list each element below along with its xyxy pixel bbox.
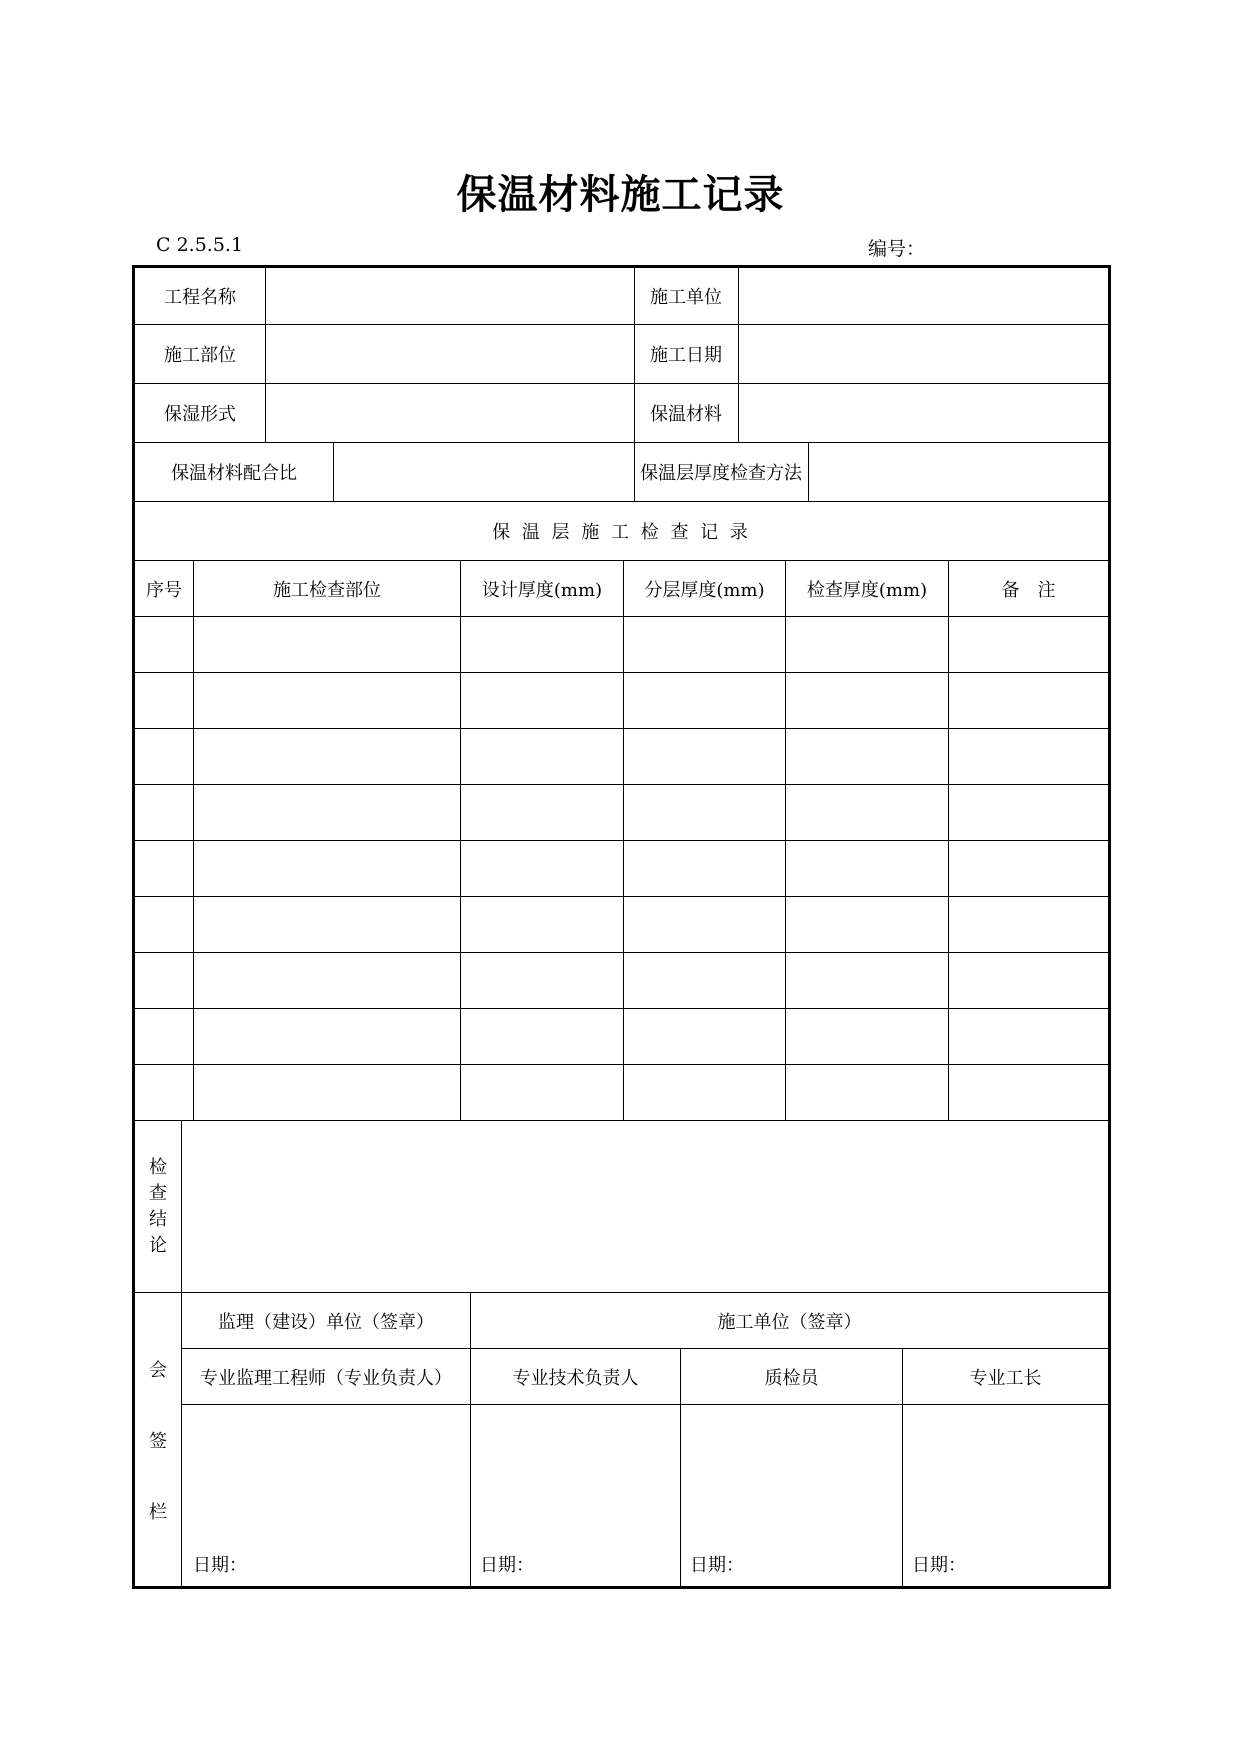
construction-unit-sign-label: 施工单位（签章） xyxy=(717,1311,862,1333)
label-project-name: 工程名称 xyxy=(164,287,236,308)
label-mix-ratio: 保温材料配合比 xyxy=(171,463,297,484)
construction-unit-field[interactable] xyxy=(739,268,1108,324)
thickness-method-field[interactable] xyxy=(809,443,1108,501)
header-index: 序号 xyxy=(146,579,182,601)
sign-side-label: 会 签 栏 xyxy=(149,1359,167,1523)
project-name-field[interactable] xyxy=(266,268,634,324)
conclusion-field[interactable] xyxy=(182,1121,1108,1292)
label-construction-date: 施工日期 xyxy=(650,345,722,366)
label-insulation-material: 保温材料 xyxy=(650,404,722,425)
supervisor-date-label: 日期： xyxy=(193,1555,247,1576)
form-table xyxy=(132,265,1111,1589)
foreman-label: 专业工长 xyxy=(969,1367,1042,1389)
form-code: C 2.5.5.1 xyxy=(156,234,244,256)
label-construction-part: 施工部位 xyxy=(164,345,236,366)
inspector-label: 质检员 xyxy=(764,1367,819,1389)
header-remarks: 备 注 xyxy=(1001,579,1056,601)
header-inspection-part: 施工检查部位 xyxy=(273,579,381,601)
mix-ratio-field[interactable] xyxy=(334,443,634,501)
construction-part-field[interactable] xyxy=(266,325,634,383)
label-insulation-form: 保湿形式 xyxy=(164,404,236,425)
foreman-date-label: 日期： xyxy=(912,1555,966,1576)
label-thickness-method: 保温层厚度检查方法 xyxy=(640,463,802,484)
conclusion-label: 检 查 结 论 xyxy=(149,1156,167,1256)
insulation-material-field[interactable] xyxy=(739,384,1108,442)
label-construction-unit: 施工单位 xyxy=(650,287,722,308)
construction-date-field[interactable] xyxy=(739,325,1108,383)
header-design-thickness: 设计厚度(mm) xyxy=(481,579,603,601)
inspector-date-label: 日期： xyxy=(690,1555,744,1576)
page-title: 保温材料施工记录 xyxy=(456,171,785,218)
header-layer-thickness: 分层厚度(mm) xyxy=(644,579,765,601)
supervision-unit-label: 监理（建设）单位（签章） xyxy=(218,1311,434,1333)
tech-lead-label: 专业技术负责人 xyxy=(512,1367,639,1389)
section-title: 保 温 层 施 工 检 查 记 录 xyxy=(492,522,751,543)
supervisor-label: 专业监理工程师（专业负责人） xyxy=(200,1367,452,1389)
tech-lead-date-label: 日期： xyxy=(480,1555,534,1576)
header-check-thickness: 检查厚度(mm) xyxy=(806,579,928,601)
insulation-form-field[interactable] xyxy=(266,384,634,442)
number-label: 编号： xyxy=(868,238,926,260)
